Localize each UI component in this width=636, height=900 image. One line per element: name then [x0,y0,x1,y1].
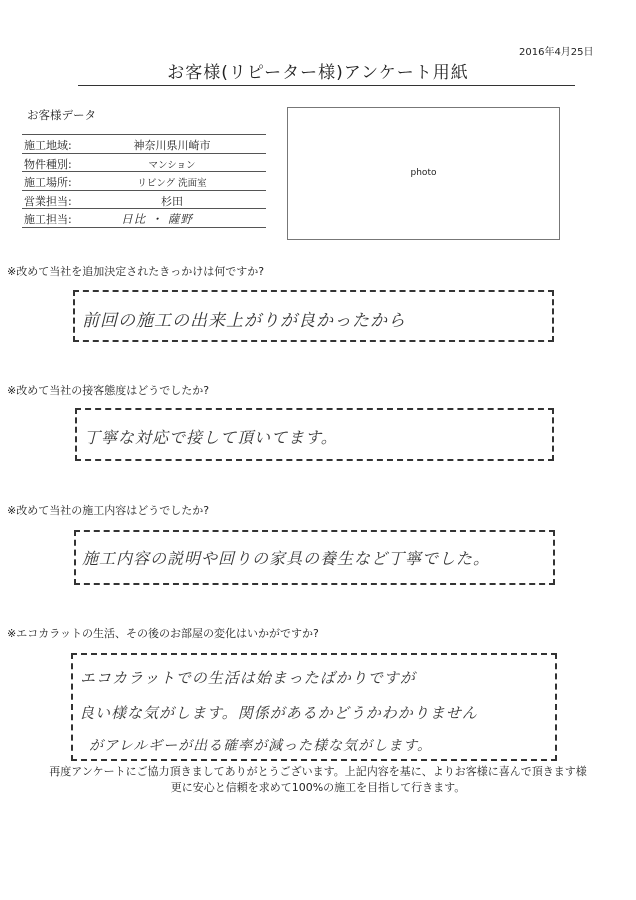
photo-label: photo [410,168,437,178]
data-row-property-type [22,154,266,173]
data-label: 物件種別: [24,157,72,171]
data-value: リビング 洗面室 [137,178,207,189]
answer-4-line: エコカラットでの生活は始まったばかりですが [80,669,416,687]
footer-message: 再度アンケートにご協力頂きましてありがとうございます。上記内容を基に、よりお客様に喜んで頂きます様 [49,765,587,778]
photo-placeholder [287,107,560,240]
answer-2-line: 丁寧な対応で接して頂いてます。 [84,428,338,447]
data-row-installer [22,209,266,228]
data-row-sales-rep [22,191,266,210]
data-label: 施工場所: [24,176,72,189]
answer-1-line: 前回の施工の出来上がりが良かったから [82,311,406,331]
survey-date: 2016年4月25日 [519,47,594,58]
title-underline [78,85,575,86]
answer-4-line: 良い様な気がします。関係があるかどうかわかりません [79,704,478,722]
question-4: ※エコカラットの生活、その後のお部屋の変化はいかがですか? [7,627,319,640]
question-2: ※改めて当社の接客態度はどうでしたか? [7,384,210,397]
data-value: 杉田 [161,194,183,208]
data-label: 営業担当: [24,194,72,208]
customer-data-table [22,134,266,228]
page-title: お客様(リピーター様)アンケート用紙 [167,63,469,83]
data-value: 神奈川県川崎市 [133,139,211,152]
question-1: ※改めて当社を追加決定されたきっかけは何ですか? [7,265,265,278]
answer-4-line: がアレルギーが出る確率が減った様な気がします。 [89,738,432,754]
data-row-area [22,134,266,154]
footer-message: 更に安心と信頼を求めて100%の施工を目指して行きます。 [170,781,466,794]
data-value-handwritten: 日比 ・ 薩野 [121,212,193,226]
data-row-location [22,172,266,191]
customer-data-heading: お客様データ [27,108,96,122]
data-value: マンション [148,159,196,171]
answer-3-line: 施工内容の説明や回りの家具の養生など丁寧でした。 [82,549,491,568]
data-label: 施工担当: [24,213,72,226]
question-3: ※改めて当社の施工内容はどうでしたか? [7,504,210,517]
data-label: 施工地域: [24,139,72,152]
